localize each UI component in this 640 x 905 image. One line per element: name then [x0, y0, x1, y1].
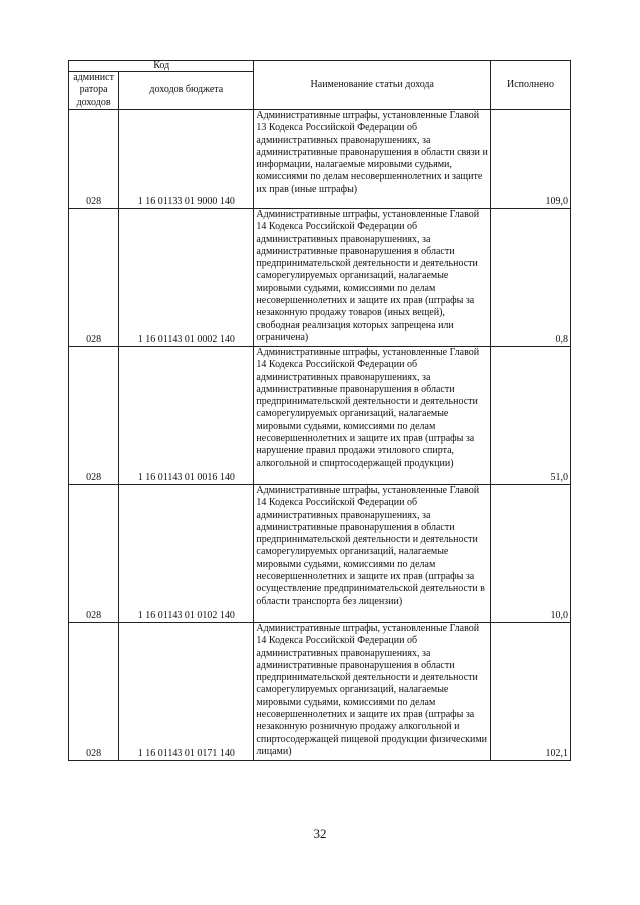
page-number: 32 — [313, 826, 327, 841]
executed-amount-cell: 102,1 — [491, 623, 571, 761]
revenue-name-cell: Административные штрафы, установленные Главой 13 Кодекса Российской Федерации об административных правонарушениях, за административные правонарушения в области связи и информации, налагаемые мировыми судьями, комиссиями по делам несовершеннолетних и защите их прав (иные штрафы) — [254, 110, 491, 209]
code-group-header: Код — [69, 61, 254, 72]
budget-code-cell: 1 16 01143 01 0102 140 — [119, 485, 254, 623]
budget-code-cell: 1 16 01133 01 9000 140 — [119, 110, 254, 209]
revenue-name-cell: Административные штрафы, установленные Главой 14 Кодекса Российской Федерации об административных правонарушениях, за административные правонарушения в области предпринимательской деятельности и деятельности саморегулируемых организаций, налагаемые мировыми судьями, комиссиями по делам несовершеннолетних и защите их прав (штрафы за незаконную продажу товаров (иных вещей), свободная реализация которых запрещена или ограничена) — [254, 209, 491, 347]
admin-code-cell: 028 — [69, 347, 119, 485]
budget-code-cell: 1 16 01143 01 0171 140 — [119, 623, 254, 761]
table-row — [69, 485, 571, 623]
admin-column-header: админист ратора доходов — [69, 72, 119, 110]
budget-code-cell: 1 16 01143 01 0002 140 — [119, 209, 254, 347]
revenue-name-cell: Административные штрафы, установленные Главой 14 Кодекса Российской Федерации об административных правонарушениях, за административные правонарушения в области предпринимательской деятельности и деятельности саморегулируемых организаций, налагаемые мировыми судьями, комиссиями по делам несовершеннолетних и защите их прав (штрафы за незаконную розничную продажу алкогольной и спиртосодержащей пищевой продукции физическими лицами) — [254, 623, 491, 761]
executed-amount-cell: 51,0 — [491, 347, 571, 485]
budget-code-cell: 1 16 01143 01 0016 140 — [119, 347, 254, 485]
executed-amount-cell: 10,0 — [491, 485, 571, 623]
admin-code-cell: 028 — [69, 110, 119, 209]
executed-column-header: Исполнено — [491, 61, 571, 110]
revenue-name-cell: Административные штрафы, установленные Главой 14 Кодекса Российской Федерации об административных правонарушениях, за административные правонарушения в области предпринимательской деятельности и деятельности саморегулируемых организаций, налагаемые мировыми судьями, комиссиями по делам несовершеннолетних и защите их прав (штрафы за осуществление предпринимательской деятельности в области транспорта без лицензии) — [254, 485, 491, 623]
revenue-name-cell: Административные штрафы, установленные Главой 14 Кодекса Российской Федерации об административных правонарушениях, за административные правонарушения в области предпринимательской деятельности и деятельности саморегулируемых организаций, налагаемые мировыми судьями, комиссиями по делам несовершеннолетних и защите их прав (штрафы за нарушение правил продажи этилового спирта, алкогольной и спиртосодержащей продукции) — [254, 347, 491, 485]
executed-amount-cell: 0,8 — [491, 209, 571, 347]
admin-code-cell: 028 — [69, 623, 119, 761]
table-row — [69, 110, 571, 209]
executed-amount-cell: 109,0 — [491, 110, 571, 209]
table-row — [69, 623, 571, 761]
budget-code-column-header: доходов бюджета — [119, 72, 254, 110]
table-row — [69, 209, 571, 347]
admin-code-cell: 028 — [69, 485, 119, 623]
revenue-table — [68, 60, 571, 761]
name-column-header: Наименование статьи дохода — [254, 61, 491, 110]
table-row — [69, 347, 571, 485]
admin-code-cell: 028 — [69, 209, 119, 347]
